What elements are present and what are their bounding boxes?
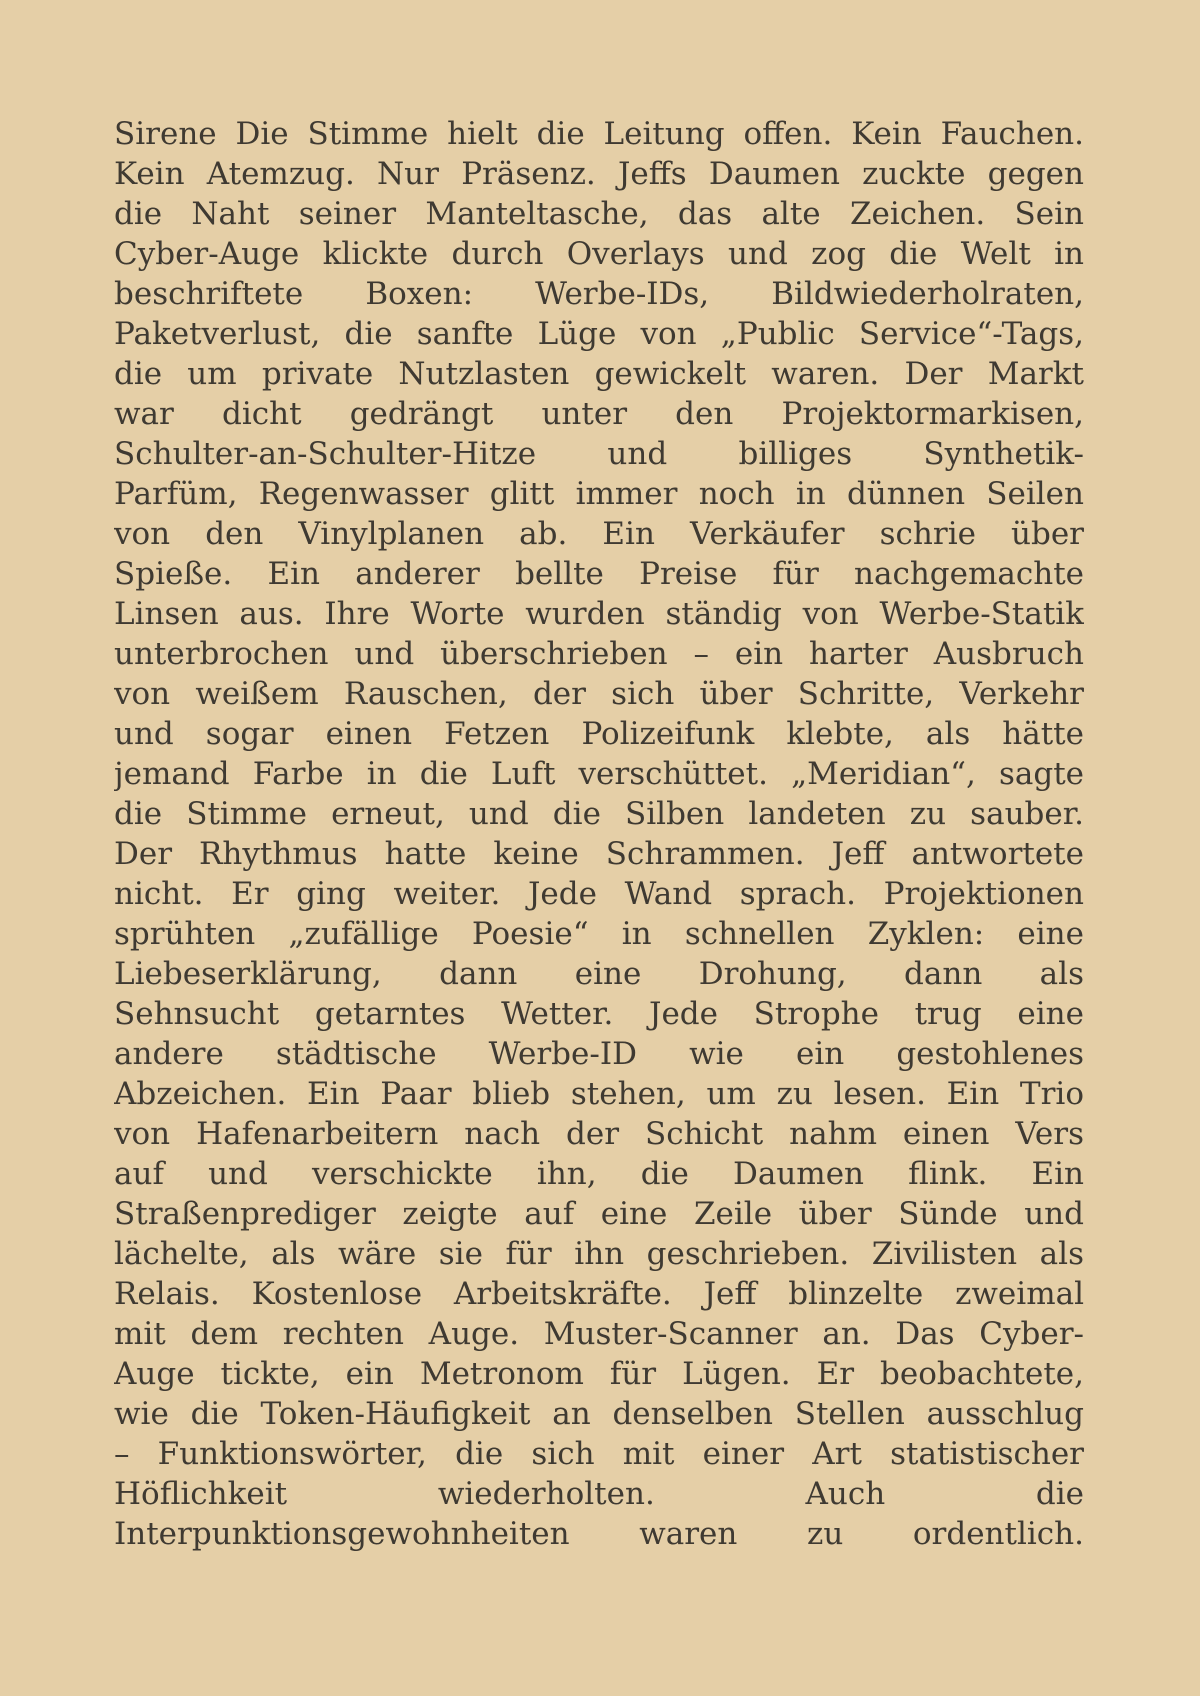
text-line: mit dem rechten Auge. Muster-Scanner an. Das Cyber- xyxy=(114,1316,1084,1352)
text-line: nicht. Er ging weiter. Jede Wand sprach. Projektionen xyxy=(114,876,1084,912)
text-line: Höflichkeit wiederholten. Auch die xyxy=(114,1476,1084,1512)
text-line: Abzeichen. Ein Paar blieb stehen, um zu lesen. Ein Trio xyxy=(114,1076,1084,1112)
text-line: Schulter-an-Schulter-Hitze und billiges Synthetik- xyxy=(114,436,1084,472)
text-line: war dicht gedrängt unter den Projektormarkisen, xyxy=(114,396,1084,432)
text-line: Parfüm, Regenwasser glitt immer noch in dünnen Seilen xyxy=(114,476,1084,512)
text-line: und sogar einen Fetzen Polizeifunk klebte, als hätte xyxy=(114,716,1084,752)
text-line: Linsen aus. Ihre Worte wurden ständig von Werbe-Statik xyxy=(114,596,1084,632)
text-line: von den Vinylplanen ab. Ein Verkäufer schrie über xyxy=(114,516,1084,552)
text-line: jemand Farbe in die Luft verschüttet. „Meridian“, sagte xyxy=(114,756,1084,792)
text-line: unterbrochen und überschrieben – ein harter Ausbruch xyxy=(114,636,1084,672)
text-line: Kein Atemzug. Nur Präsenz. Jeffs Daumen zuckte gegen xyxy=(114,156,1084,192)
text-line: auf und verschickte ihn, die Daumen flink. Ein xyxy=(114,1156,1084,1192)
body-text xyxy=(114,114,1084,1554)
text-line: von weißem Rauschen, der sich über Schritte, Verkehr xyxy=(114,676,1084,712)
text-line: von Hafenarbeitern nach der Schicht nahm einen Vers xyxy=(114,1116,1084,1152)
text-line: Interpunktionsgewohnheiten waren zu ordentlich. xyxy=(114,1516,1084,1552)
text-line: die um private Nutzlasten gewickelt waren. Der Markt xyxy=(114,356,1084,392)
text-line: – Funktionswörter, die sich mit einer Art statistischer xyxy=(114,1436,1084,1472)
text-line: die Naht seiner Manteltasche, das alte Zeichen. Sein xyxy=(114,196,1084,232)
text-line: Straßenprediger zeigte auf eine Zeile über Sünde und xyxy=(114,1196,1084,1232)
text-line: die Stimme erneut, und die Silben landeten zu sauber. xyxy=(114,796,1084,832)
text-line: Liebeserklärung, dann eine Drohung, dann als xyxy=(114,956,1084,992)
text-line: Relais. Kostenlose Arbeitskräfte. Jeff blinzelte zweimal xyxy=(114,1276,1084,1312)
text-line: Spieße. Ein anderer bellte Preise für nachgemachte xyxy=(114,556,1084,592)
text-line: lächelte, als wäre sie für ihn geschrieben. Zivilisten als xyxy=(114,1236,1084,1272)
text-line: sprühten „zufällige Poesie“ in schnellen Zyklen: eine xyxy=(114,916,1084,952)
text-line: beschriftete Boxen: Werbe-IDs, Bildwiederholraten, xyxy=(114,276,1084,312)
text-line: Sehnsucht getarntes Wetter. Jede Strophe trug eine xyxy=(114,996,1084,1032)
text-line: Sirene Die Stimme hielt die Leitung offen. Kein Fauchen. xyxy=(114,116,1084,152)
text-line: Der Rhythmus hatte keine Schrammen. Jeff antwortete xyxy=(114,836,1084,872)
text-line: Paketverlust, die sanfte Lüge von „Public Service“-Tags, xyxy=(114,316,1084,352)
text-line: andere städtische Werbe-ID wie ein gestohlenes xyxy=(114,1036,1084,1072)
text-line: Cyber-Auge klickte durch Overlays und zog die Welt in xyxy=(114,236,1084,272)
text-line: Auge tickte, ein Metronom für Lügen. Er beobachtete, xyxy=(114,1356,1084,1392)
text-line: wie die Token-Häufigkeit an denselben Stellen ausschlug xyxy=(114,1396,1084,1432)
